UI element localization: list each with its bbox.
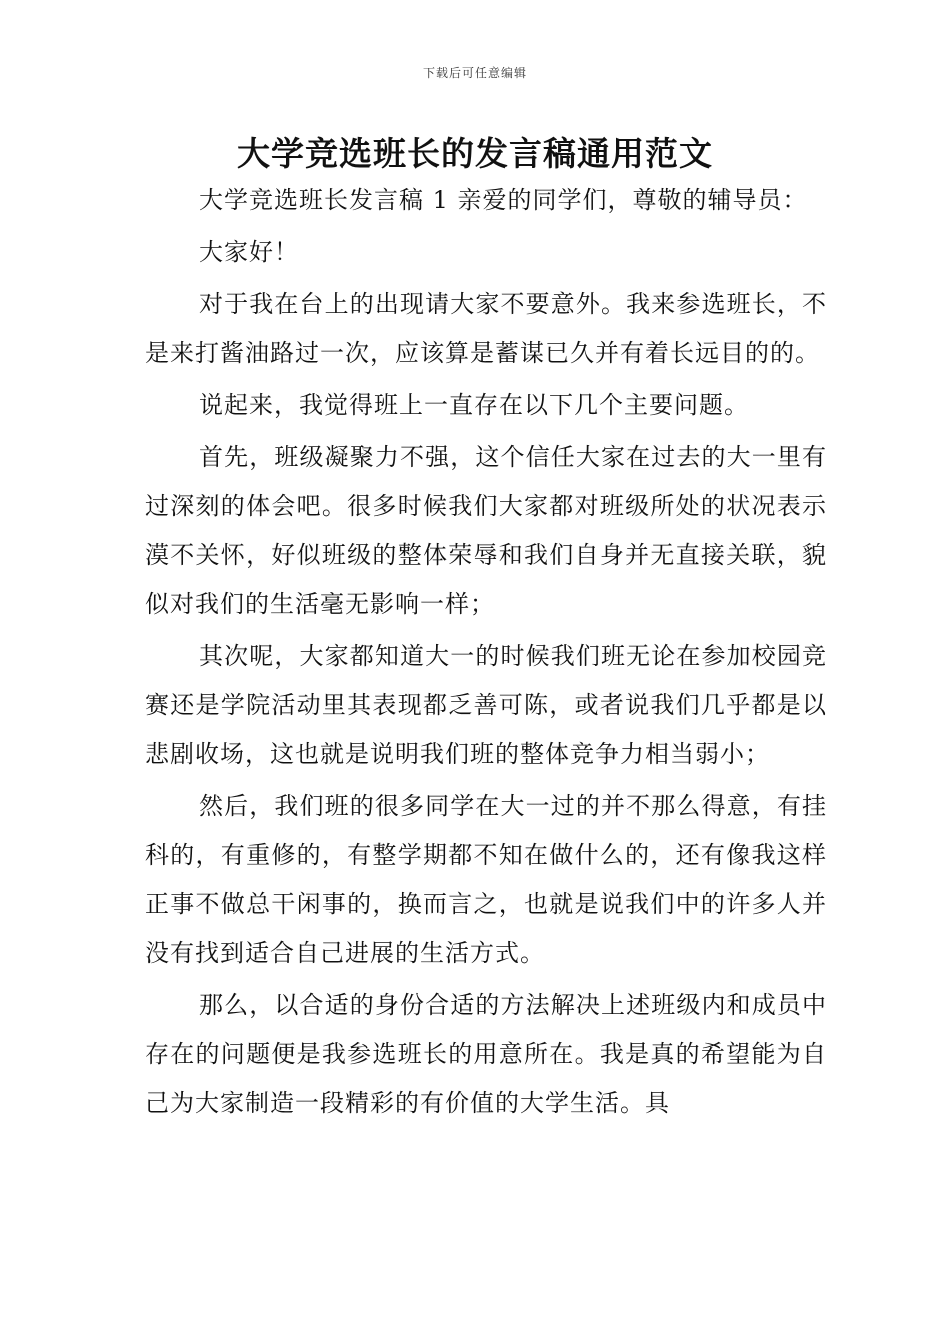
document-body xyxy=(145,176,827,1131)
paragraph-first: 首先，班级凝聚力不强，这个信任大家在过去的大一里有过深刻的体会吧。很多时候我们大家都对班级所处的状况表示漠不关怀，好似班级的整体荣辱和我们自身并无直接关联，貌似对我们的生活毫无影响一样； xyxy=(145,443,827,618)
paragraph-problems: 说起来，我觉得班上一直存在以下几个主要问题。 xyxy=(199,391,749,419)
paragraph-intro: 对于我在台上的出现请大家不要意外。我来参选班长，不是来打酱油路过一次，应该算是蓄谋已久并有着长远目的的。 xyxy=(145,290,827,367)
paragraph-greeting: 大学竞选班长发言稿 1 亲爱的同学们，尊敬的辅导员： xyxy=(199,186,808,214)
paragraph-third: 然后，我们班的很多同学在大一过的并不那么得意，有挂科的，有重修的，有整学期都不知在做什么的，还有像我这样正事不做总干闲事的，换而言之，也就是说我们中的许多人并没有找到适合自己进展的生活方式。 xyxy=(145,792,827,967)
header-note: 下载后可任意编辑 xyxy=(422,66,527,80)
paragraph-hello: 大家好！ xyxy=(199,238,299,266)
document-title: 大学竞选班长的发言稿通用范文 xyxy=(237,134,713,173)
paragraph-second: 其次呢，大家都知道大一的时候我们班无论在参加校园竞赛还是学院活动里其表现都乏善可陈，或者说我们几乎都是以悲剧收场，这也就是说明我们班的整体竞争力相当弱小； xyxy=(145,642,827,768)
paragraph-purpose: 那么，以合适的身份合适的方法解决上述班级内和成员中存在的问题便是我参选班长的用意所在。我是真的希望能为自己为大家制造一段精彩的有价值的大学生活。具 xyxy=(145,991,827,1117)
